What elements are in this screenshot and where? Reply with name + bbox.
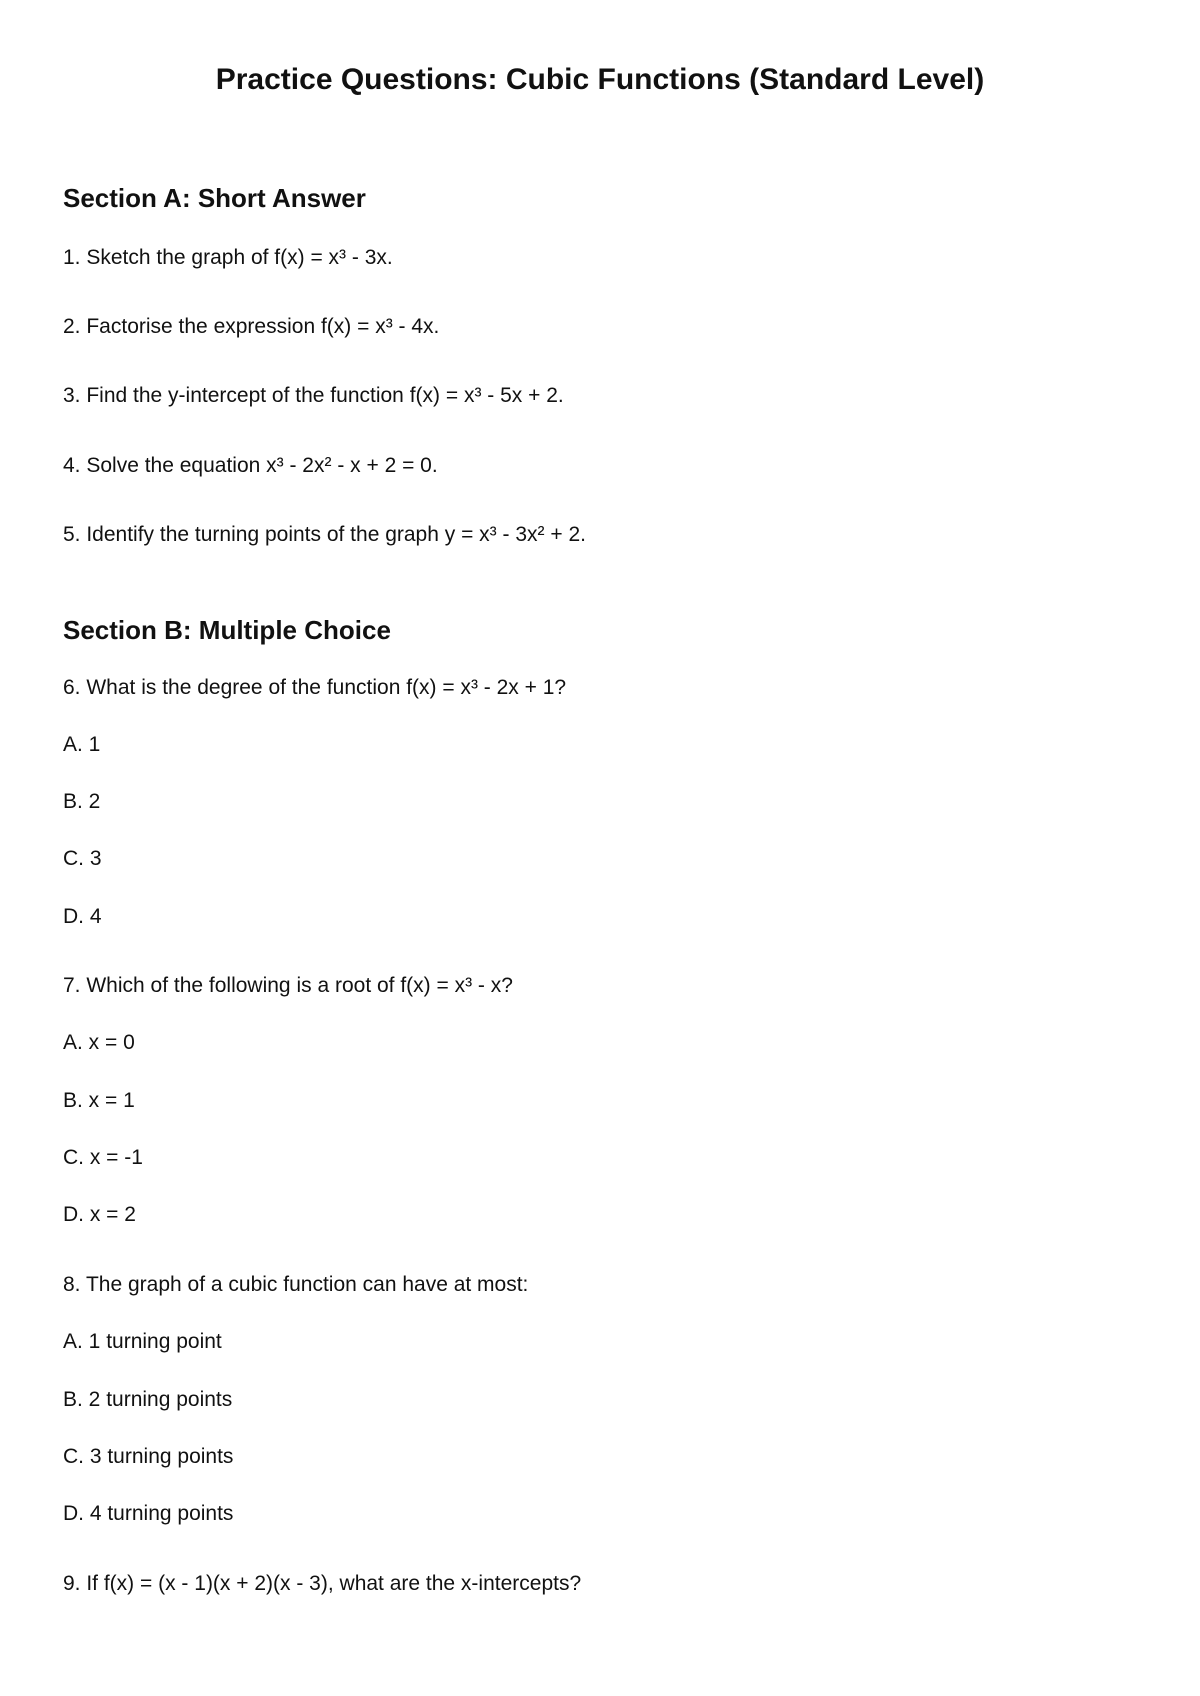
question-7-option-d: D. x = 2 <box>63 1203 136 1226</box>
question-3: 3. Find the y-intercept of the function f(x) = x³ - 5x + 2. <box>63 384 564 407</box>
question-7-option-b: B. x = 1 <box>63 1089 135 1112</box>
question-5: 5. Identify the turning points of the graph y = x³ - 3x² + 2. <box>63 523 586 546</box>
question-1: 1. Sketch the graph of f(x) = x³ - 3x. <box>63 246 393 269</box>
section-a-heading: Section A: Short Answer <box>63 183 366 213</box>
question-6-option-d: D. 4 <box>63 905 102 928</box>
question-6-option-a: A. 1 <box>63 733 101 756</box>
question-8-option-a: A. 1 turning point <box>63 1330 222 1353</box>
question-7: 7. Which of the following is a root of f(x) = x³ - x? <box>63 974 513 997</box>
question-6-option-c: C. 3 <box>63 847 102 870</box>
question-6-option-b: B. 2 <box>63 790 101 813</box>
question-2: 2. Factorise the expression f(x) = x³ - 4x. <box>63 315 440 338</box>
section-b-heading: Section B: Multiple Choice <box>63 615 391 645</box>
question-4: 4. Solve the equation x³ - 2x² - x + 2 = 0. <box>63 454 438 477</box>
question-6: 6. What is the degree of the function f(x) = x³ - 2x + 1? <box>63 676 567 699</box>
question-9: 9. If f(x) = (x - 1)(x + 2)(x - 3), what are the x-intercepts? <box>63 1572 582 1595</box>
question-8-option-c: C. 3 turning points <box>63 1445 234 1468</box>
question-8: 8. The graph of a cubic function can have at most: <box>63 1273 529 1296</box>
question-8-option-b: B. 2 turning points <box>63 1388 233 1411</box>
page-title: Practice Questions: Cubic Functions (Standard Level) <box>215 63 985 96</box>
question-7-option-a: A. x = 0 <box>63 1031 135 1054</box>
question-8-option-d: D. 4 turning points <box>63 1502 234 1525</box>
question-7-option-c: C. x = -1 <box>63 1146 143 1169</box>
